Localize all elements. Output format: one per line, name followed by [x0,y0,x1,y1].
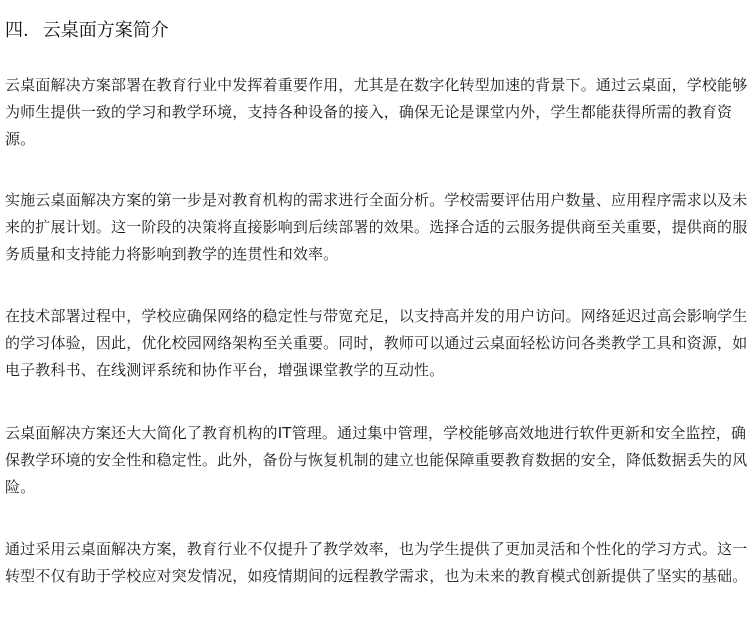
paragraph-it-management: 云桌面解决方案还大大简化了教育机构的IT管理。通过集中管理，学校能够高效地进行软件更新和安全监控，确保教学环境的安全性和稳定性。此外，备份与恢复机制的建立也能保障重要教育数据的安全，降低数据丢失的风险。 [5,424,748,496]
section-title: 云桌面方案简介 [42,20,169,41]
paragraph-needs-analysis: 实施云桌面解决方案的第一步是对教育机构的需求进行全面分析。学校需要评估用户数量、应用程序需求以及未来的扩展计划。这一阶段的决策将直接影响到后续部署的效果。选择合适的云服务提供商至关重要，提供商的服务质量和支持能力将影响到教学的连贯性和效率。 [5,191,748,263]
section-heading [5,19,169,43]
paragraph-technical-deployment: 在技术部署过程中，学校应确保网络的稳定性与带宽充足，以支持高并发的用户访问。网络延迟过高会影响学生的学习体验，因此，优化校园网络架构至关重要。同时，教师可以通过云桌面轻松访问各类教学工具和资源，如电子教科书、在线测评系统和协作平台，增强课堂教学的互动性。 [5,307,748,379]
paragraph-intro: 云桌面解决方案部署在教育行业中发挥着重要作用，尤其是在数字化转型加速的背景下。通过云桌面，学校能够为师生提供一致的学习和教学环境，支持各种设备的接入，确保无论是课堂内外，学生都能获得所需的教育资源。 [5,76,748,148]
section-number: 四. [5,20,29,41]
paragraph-conclusion: 通过采用云桌面解决方案，教育行业不仅提升了教学效率，也为学生提供了更加灵活和个性化的学习方式。这一转型不仅有助于学校应对突发情况，如疫情期间的远程教学需求，也为未来的教育模式创新提供了坚实的基础。 [5,540,748,585]
